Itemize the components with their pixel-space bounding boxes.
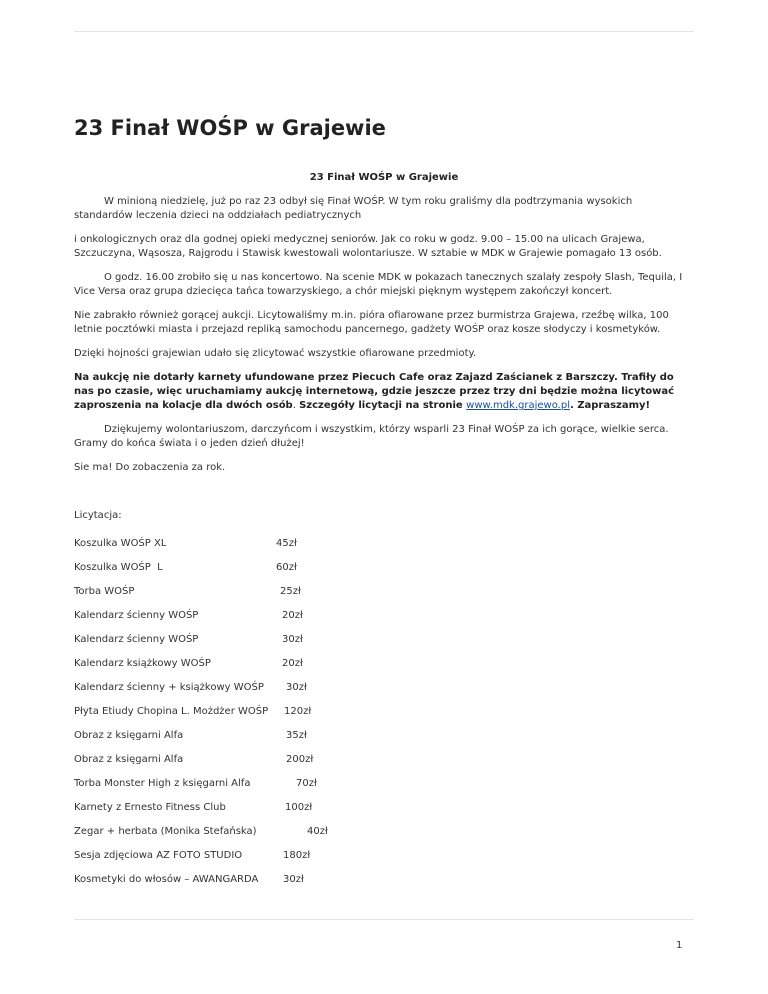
auction-item [74, 729, 694, 753]
paragraph-generosity: Dzięki hojności grajewian udało się zlicytować wszystkie ofiarowane przedmioty. [74, 348, 477, 359]
mdk-website-link[interactable]: www.mdk.grajewo.pl [466, 400, 570, 411]
auction-item-name: Sesja zdjęciowa AZ FOTO STUDIO [74, 850, 243, 861]
bottom-divider [74, 919, 694, 920]
auction-item-name: Kalendarz ścienny WOŚP [74, 610, 199, 621]
online-auction-details: Szczegóły licytacji na stronie [299, 400, 467, 411]
auction-item-price: 30zł [282, 634, 303, 645]
auction-item-name: Kalendarz ścienny + książkowy WOŚP [74, 682, 264, 693]
auction-item-price: 70zł [296, 778, 317, 789]
auction-item [74, 633, 694, 657]
auction-item-name: Karnety z Ernesto Fitness Club [74, 802, 226, 813]
auction-item [74, 585, 694, 609]
paragraph-volunteers: i onkologicznych oraz dla godnej opieki medycznej seniorów. Jak co roku w godz. 9.00 – 15.00 na ulicach Grajewa, Szczuczyna, Wąsosza, Rajgrodu i Stawisk kwestowali wolontariusze. W sztabie w MDK w Grajewie pomagało 13 osób. [74, 234, 662, 259]
paragraph-thanks: Dziękujemy wolontariuszom, darczyńcom i wszystkim, którzy wsparli 23 Finał WOŚP za ich gorące, wielkie serca. Gramy do końca świata i o jeden dzień dłużej! [74, 424, 669, 449]
auction-item-price: 30zł [283, 874, 304, 885]
auction-item [74, 873, 694, 897]
auction-item-name: Kalendarz książkowy WOŚP [74, 658, 211, 669]
auction-item [74, 825, 694, 849]
auction-item [74, 753, 694, 777]
auction-label: Licytacja: [74, 510, 122, 521]
auction-item-name: Obraz z księgarni Alfa [74, 730, 184, 741]
auction-item [74, 609, 694, 633]
auction-item [74, 705, 694, 729]
auction-item-price: 180zł [283, 850, 311, 861]
article-body [74, 171, 694, 897]
paragraph-goodbye: Sie ma! Do zobaczenia za rok. [74, 462, 226, 473]
page-number: 1 [676, 940, 683, 951]
online-auction-text: Na aukcję nie dotarły karnety ufundowane przez Piecuch Cafe oraz Zajazd Zaścianek z Barszczy. Trafiły do nas po czasie, więc uruchamiamy aukcję internetową, gdzie jeszcze przez trzy dni będzie można licytować zaproszenia na kolacje dla dwóch osób [74, 372, 675, 411]
page-title: 23 Finał WOŚP w Grajewie [74, 116, 386, 140]
auction-item [74, 561, 694, 585]
auction-item-price: 20zł [282, 658, 303, 669]
auction-item-name: Koszulka WOŚP XL [74, 538, 167, 549]
auction-item-price: 20zł [282, 610, 303, 621]
auction-item [74, 681, 694, 705]
auction-item-name: Kosmetyki do włosów – AWANGARDA [74, 874, 259, 885]
auction-item-price: 200zł [286, 754, 314, 765]
auction-item [74, 849, 694, 873]
auction-item [74, 537, 694, 561]
article-subtitle: 23 Finał WOŚP w Grajewie [309, 172, 459, 183]
top-divider [74, 31, 694, 32]
auction-item-name: Koszulka WOŚP L [74, 562, 163, 573]
auction-item-price: 120zł [284, 706, 312, 717]
auction-item [74, 801, 694, 825]
auction-item-price: 45zł [276, 538, 297, 549]
auction-item-name: Zegar + herbata (Monika Stefańska) [74, 826, 257, 837]
auction-item-price: 60zł [276, 562, 297, 573]
auction-items-list [74, 537, 694, 897]
auction-item-name: Kalendarz ścienny WOŚP [74, 634, 199, 645]
paragraph-intro: W minioną niedzielę, już po raz 23 odbył się Finał WOŚP. W tym roku graliśmy dla podtrzymania wysokich standardów leczenia dzieci na oddziałach pediatrycznych [74, 196, 633, 221]
auction-item-name: Torba Monster High z księgarni Alfa [74, 778, 251, 789]
paragraph-concert: O godz. 16.00 zrobiło się u nas koncertowo. Na scenie MDK w pokazach tanecznych szalały zespoły Slash, Tequila, I Vice Versa oraz grupa dziecięca tańca towarzyskiego, a chór miejski pięknym występem zakończył koncert. [74, 272, 683, 297]
online-auction-invite: . Zapraszamy! [569, 400, 651, 411]
paragraph-online-auction [74, 371, 694, 413]
auction-item-price: 40zł [307, 826, 328, 837]
auction-item-name: Obraz z księgarni Alfa [74, 754, 184, 765]
online-auction-separator: . [292, 400, 300, 411]
auction-item [74, 657, 694, 681]
auction-item-name: Torba WOŚP [74, 586, 135, 597]
auction-item-price: 25zł [280, 586, 301, 597]
auction-item [74, 777, 694, 801]
auction-item-price: 30zł [286, 682, 307, 693]
auction-item-name: Płyta Etiudy Chopina L. Możdżer WOŚP [74, 706, 269, 717]
auction-item-price: 100zł [285, 802, 313, 813]
auction-item-price: 35zł [286, 730, 307, 741]
paragraph-auction: Nie zabrakło również gorącej aukcji. Licytowaliśmy m.in. pióra ofiarowane przez burmistrza Grajewa, rzeźbę wilka, 100 letnie pocztówki miasta i przejazd repliką samochodu pancernego, gadżety WOŚP oraz kosze słodyczy i kosmetyków. [74, 310, 669, 335]
